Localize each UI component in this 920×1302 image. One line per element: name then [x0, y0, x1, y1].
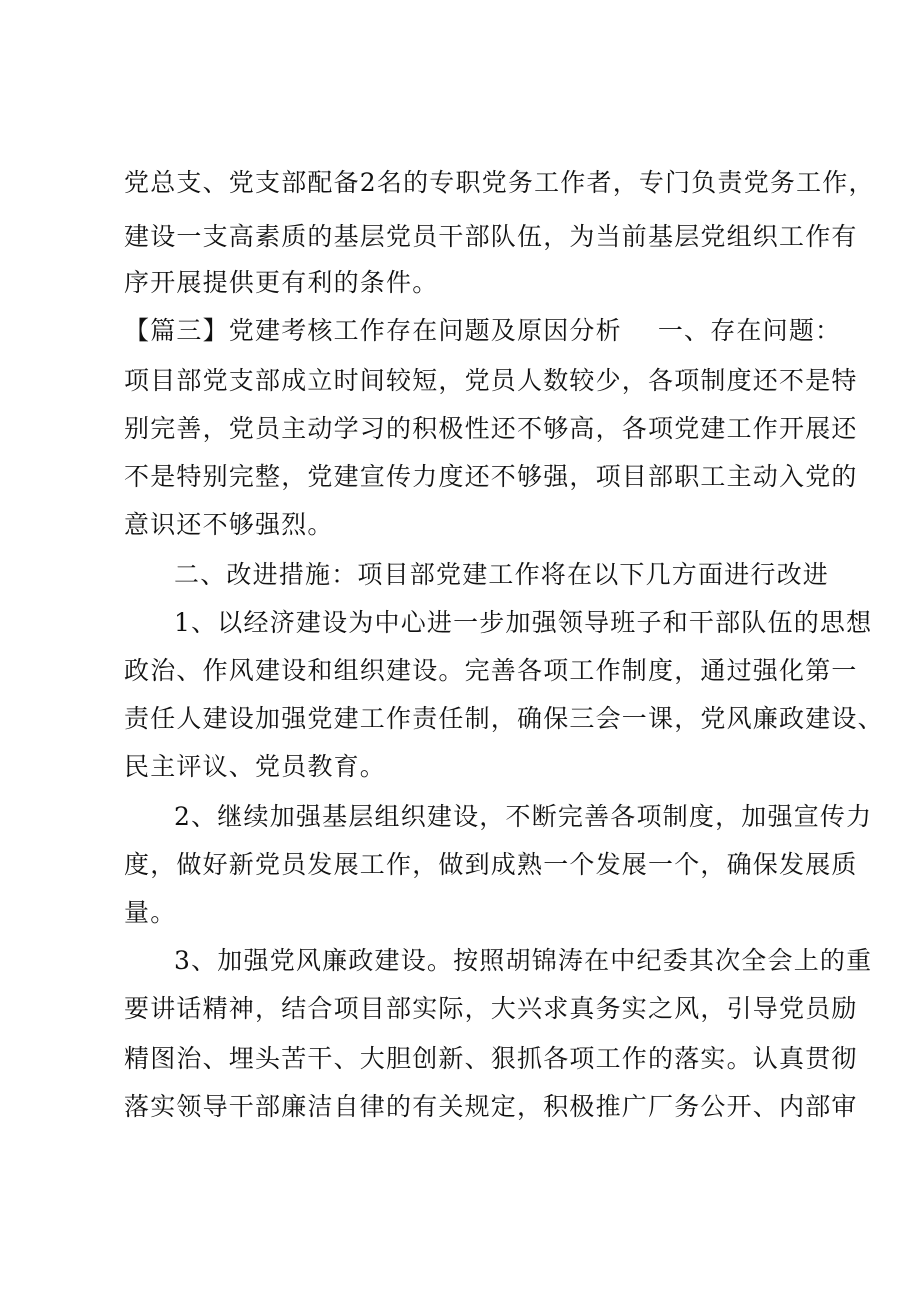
text-line: 序开展提供更有利的条件。: [124, 268, 439, 297]
text-line: 不是特别完整，党建宣传力度还不够强，项目部职工主动入党的: [124, 462, 858, 491]
text-line: 党总支、党支部配备2名的专职党务工作者，专门负责党务工作，: [124, 168, 875, 197]
paragraph-start-line: 2、继续加强基层组织建设，不断完善各项制度，加强宣传力: [174, 802, 873, 831]
text-line: 落实领导干部廉洁自律的有关规定，积极推广厂务公开、内部审: [124, 1092, 858, 1121]
text-line: 责任人建设加强党建工作责任制，确保三会一课，党风廉政建设、: [124, 704, 884, 733]
text-line: 度，做好新党员发展工作，做到成熟一个发展一个，确保发展质: [124, 850, 858, 879]
paragraph-start-line: 1、以经济建设为中心进一步加强领导班子和干部队伍的思想: [174, 608, 873, 637]
text-line: 项目部党支部成立时间较短，党员人数较少，各项制度还不是特: [124, 366, 858, 395]
text-line: 建设一支高素质的基层党员干部队伍，为当前基层党组织工作有: [124, 222, 858, 251]
section-heading: 【篇三】党建考核工作存在问题及原因分析: [124, 316, 622, 345]
paragraph-start-line: 3、加强党风廉政建设。按照胡锦涛在中纪委其次全会上的重: [174, 946, 873, 975]
text-line: 别完善，党员主动学习的积极性还不够高，各项党建工作开展还: [124, 414, 858, 443]
text-line: 民主评议、党员教育。: [124, 752, 387, 781]
paragraph-start-line: 二、改进措施：项目部党建工作将在以下几方面进行改进: [174, 560, 830, 589]
text-line: 要讲话精神，结合项目部实际，大兴求真务实之风，引导党员励: [124, 994, 858, 1023]
subheading: 一、存在问题：: [657, 316, 842, 345]
text-line: 量。: [124, 898, 177, 927]
text-line: 意识还不够强烈。: [124, 510, 334, 539]
text-line: 精图治、埋头苦干、大胆创新、狠抓各项工作的落实。认真贯彻: [124, 1044, 858, 1073]
text-line: 政治、作风建设和组织建设。完善各项工作制度，通过强化第一: [124, 656, 858, 685]
section-heading-line: [124, 316, 841, 346]
